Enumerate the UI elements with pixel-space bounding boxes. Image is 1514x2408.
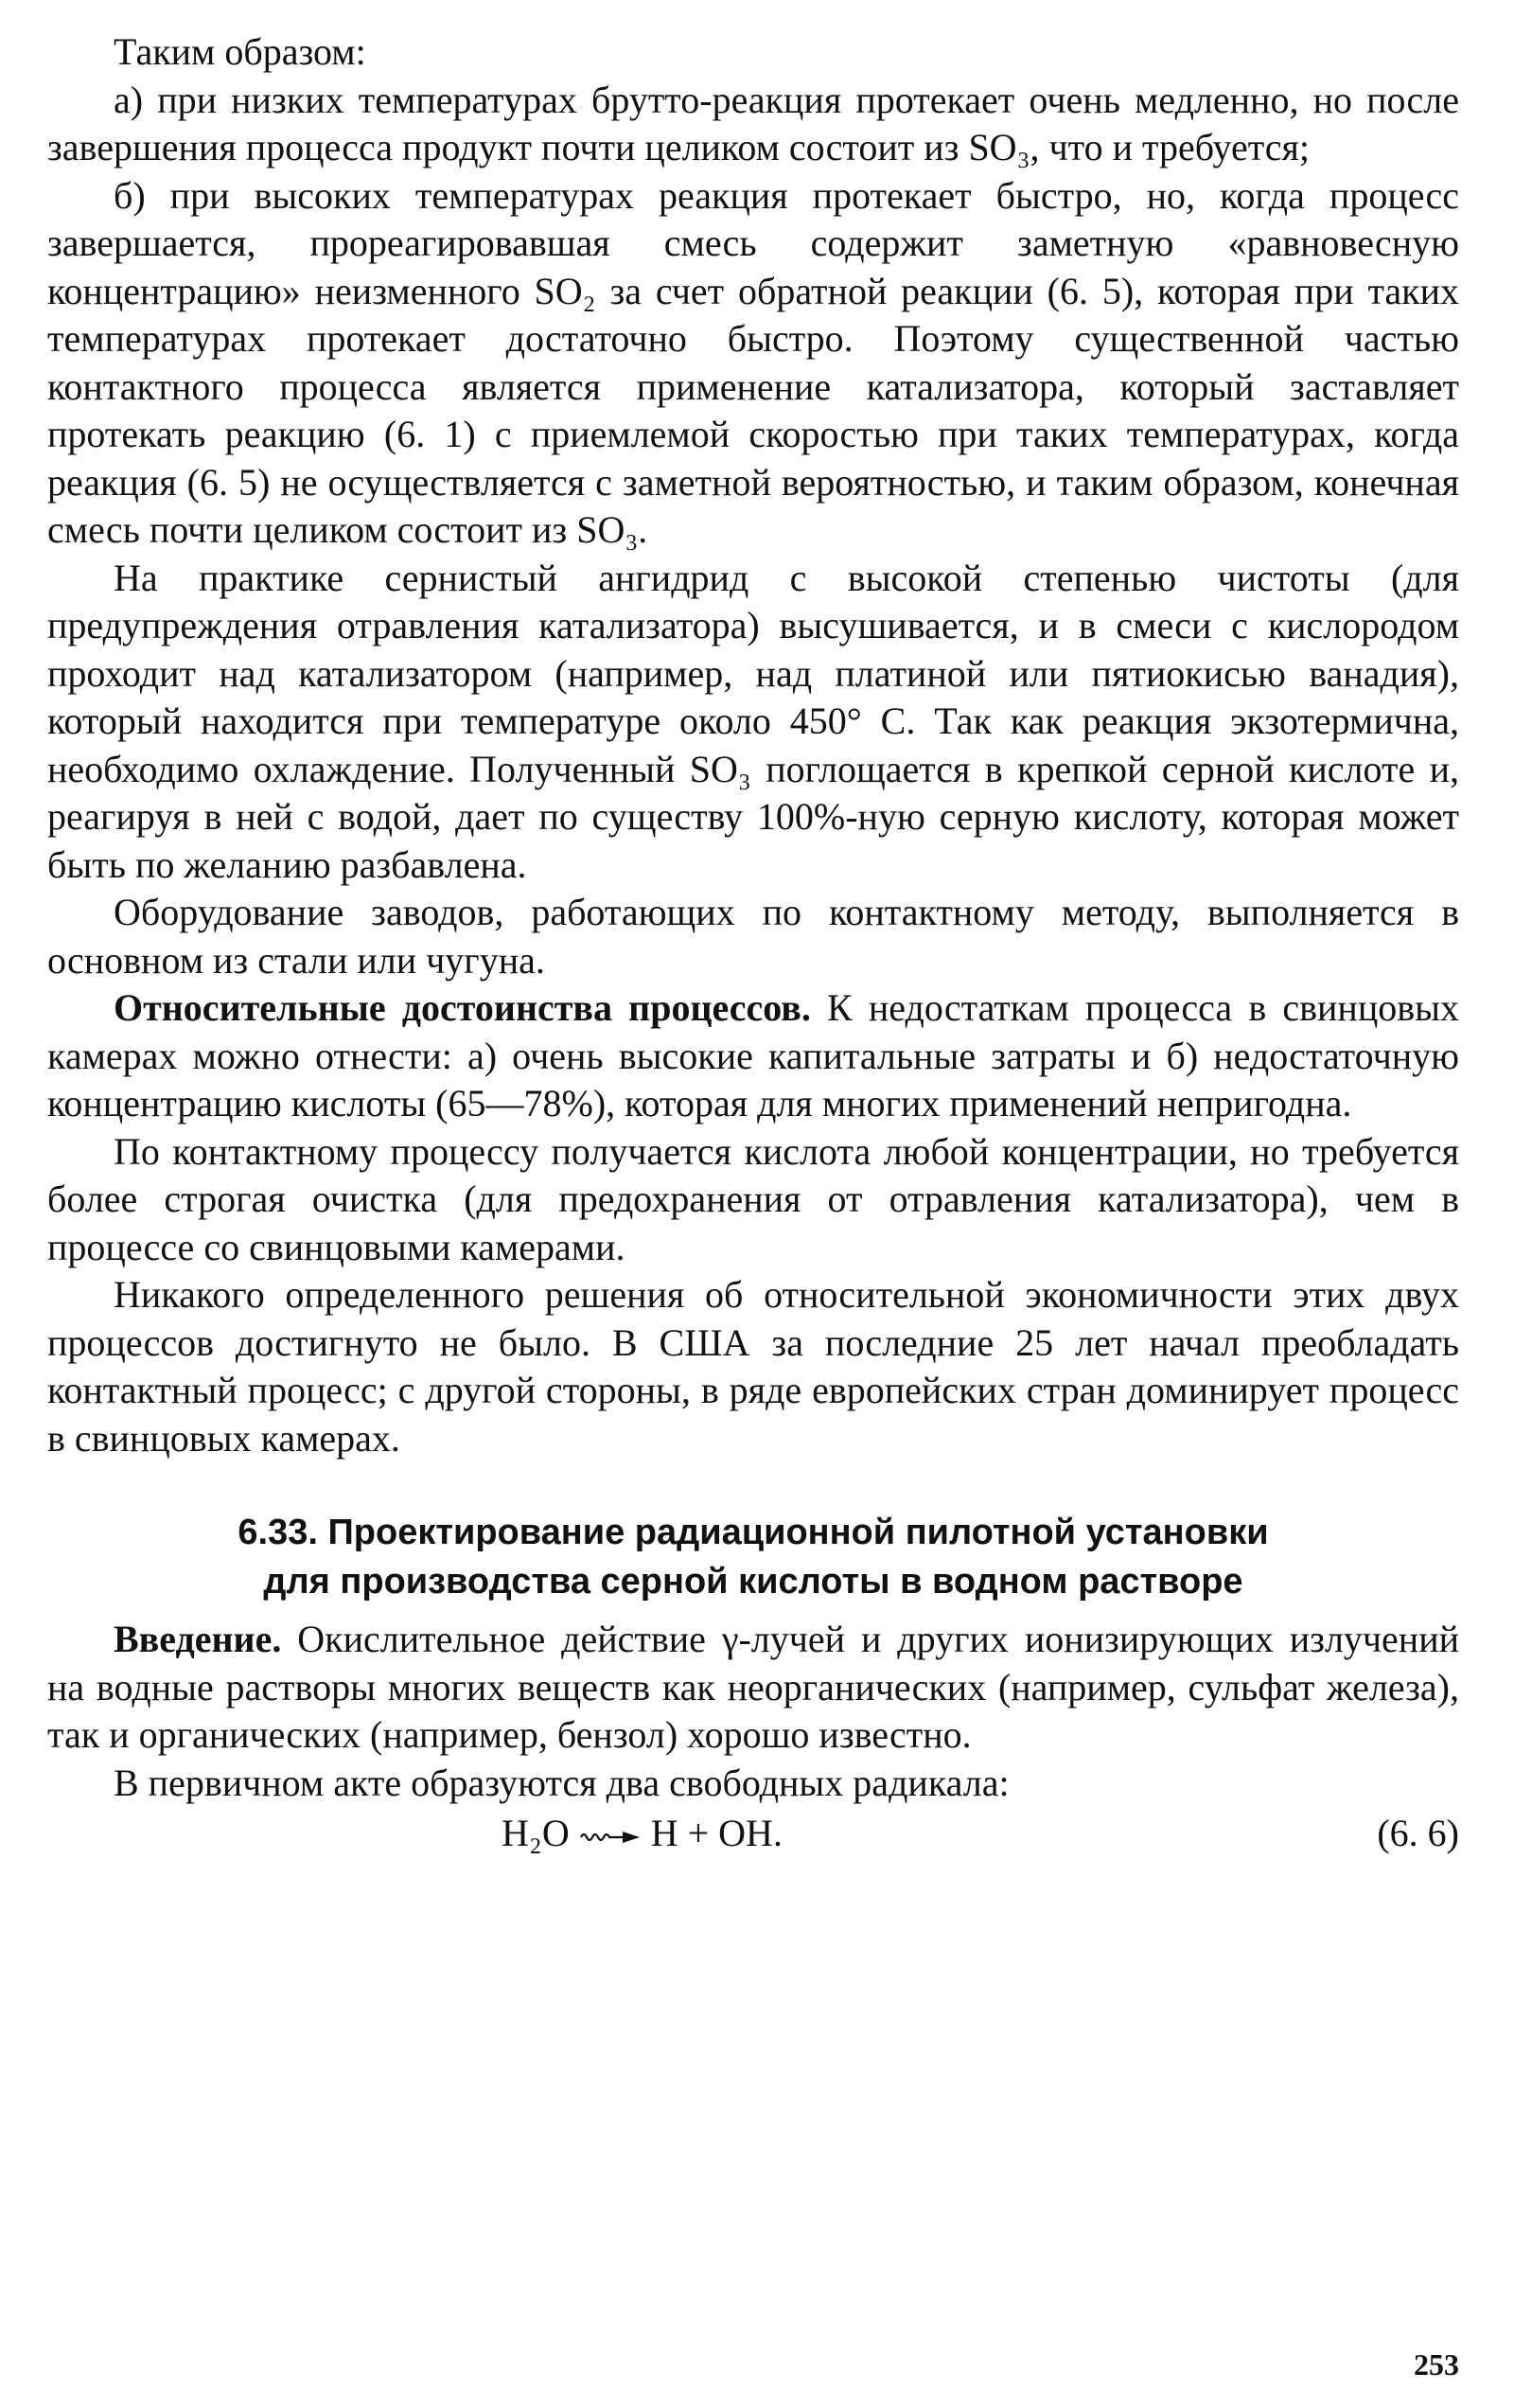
paragraph-introduction [47,1616,1459,1760]
paragraph-economics: Никакого определенного решения об относительной экономичности этих двух процессов достигнуто не было. В США за последние 25 лет начал преобладать контактный процесс; с другой стороны, в ряде европейских стран доминирует процесс в свинцовых камерах. [47,1273,1459,1460]
equation-left: H₂O [502,1812,570,1854]
paragraph-equipment: Оборудование заводов, работающих по контактному методу, выполняется в основном из стали или чугуна. [47,891,1459,982]
section-heading-line1: 6.33. Проектирование радиационной пилотной установки [238,1513,1269,1552]
equation-6-6 [47,1807,1459,1860]
paragraph-primary-act: В первичном акте образуются два свободных радикала: [114,1761,1010,1804]
paragraph-item-a: а) при низких температурах брутто-реакция протекает очень медленно, но после завершения процесса продукт почти целиком состоит из SO₃, что и требуется; [47,78,1459,168]
page-number: 253 [1414,2347,1459,2381]
paragraph-advantages [47,984,1459,1128]
equation-body [502,1807,783,1860]
advantages-lead: Относительные достоинства процессов. [114,986,811,1029]
paragraph-contact-process: По контактному процессу получается кислота любой концентрации, но требуется более строгая очистка (для предохранения от отравления катализатора), чем в процессе со свинцовыми камерами. [47,1129,1459,1268]
section-heading-line2: для производства серной кислоты в водном растворе [263,1562,1243,1602]
page-body [47,28,1459,1860]
introduction-text: Окислительное действие γ-лучей и других ионизирующих излучений на водные растворы многих веществ как неорганических (например, сульфат железа), так и органических (например, бензол) хорошо известно. [47,1618,1459,1756]
equation-right: H + OH. [650,1812,783,1854]
wavy-arrow-icon [579,1828,642,1847]
advantages-text: К недостаткам процесса в свинцовых камерах можно отнести: а) очень высокие капитальные затраты и б) недостаточную концентрацию кислоты (65—78%), которая для многих применений непригодна. [47,986,1459,1124]
paragraph-practice: На практике сернистый ангидрид с высокой степенью чистоты (для предупреждения отравления катализатора) высушивается, и в смеси с кислородом проходит над катализатором (например, над платиной или пятиокисью ванадия), который находится при температуре около 450° С. Так как реакция экзотермична, необходимо охлаждение. Полученный SO₃ поглощается в крепкой серной кислоте и, реагируя в ней с водой, дает по существу 100%-ную серную кислоту, которая может быть по желанию разбавлена. [47,556,1459,886]
section-heading [47,1508,1459,1606]
equation-number: (6. 6) [1377,1812,1459,1854]
paragraph-summary-intro: Таким образом: [114,30,366,73]
introduction-lead: Введение. [114,1618,282,1660]
paragraph-item-b: б) при высоких температурах реакция протекает быстро, но, когда процесс завершается, прореагировавшая смесь содержит заметную «равновесную концентрацию» неизменного SO₂ за счет обратной реакции (6. 5), которая при таких температурах протекает достаточно быстро. Поэтому существенной частью контактного процесса является применение катализатора, который заставляет протекать реакцию (6. 1) с приемлемой скоростью при таких температурах, когда реакция (6. 5) не осуществляется с заметной вероятностью, и таким образом, конечная смесь почти целиком состоит из SO₃. [47,173,1459,551]
